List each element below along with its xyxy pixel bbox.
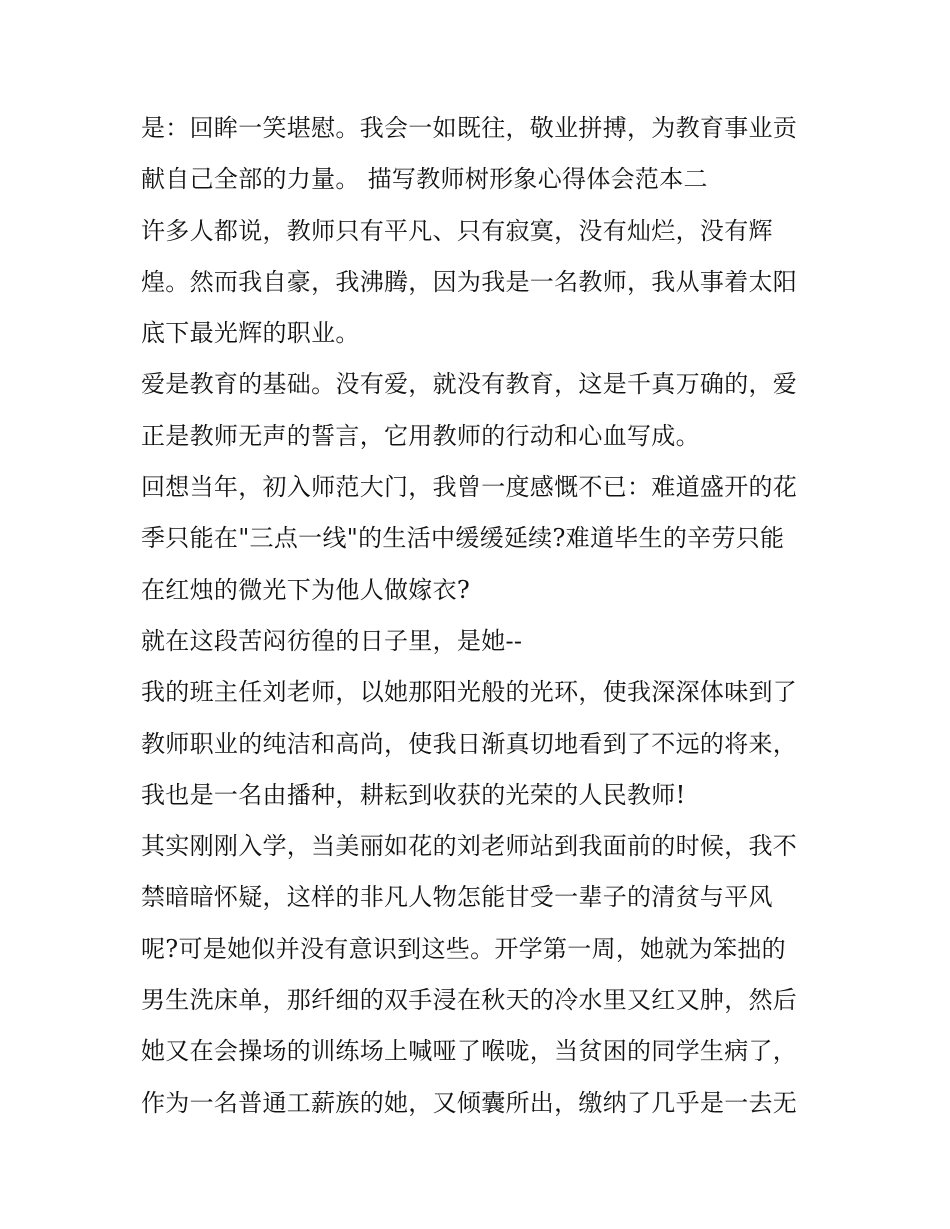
- text-line: 我也是一名由播种，耕耘到收获的光荣的人民教师!: [141, 780, 686, 809]
- text-line: 禁暗暗怀疑，这样的非凡人物怎能甘受一辈子的清贫与平风: [141, 883, 773, 912]
- body-text: [141, 103, 821, 1129]
- text-line: 爱是教育的基础。没有爱，就没有教育，这是千真万确的，爱: [141, 370, 798, 399]
- text-line: 呢?可是她似并没有意识到这些。开学第一周，她就为笨拙的: [141, 934, 786, 963]
- text-line: 男生洗床单，那纤细的双手浸在秋天的冷水里又红又肿，然后: [141, 986, 798, 1015]
- text-line: 献自己全部的力量。 描写教师树形象心得体会范本二: [141, 165, 708, 194]
- text-line: 就在这段苦闷彷徨的日子里，是她--: [141, 626, 523, 655]
- text-line: 煌。然而我自豪，我沸腾，因为我是一名教师，我从事着太阳: [141, 267, 798, 296]
- text-line: 在红烛的微光下为他人做嫁衣?: [141, 575, 471, 604]
- text-line: 许多人都说，教师只有平凡、只有寂寞，没有灿烂，没有辉: [141, 216, 773, 245]
- text-line: 回想当年，初入师范大门，我曾一度感慨不已：难道盛开的花: [141, 473, 798, 502]
- text-line: 季只能在"三点一线"的生活中缓缓延续?难道毕生的辛劳只能: [141, 524, 785, 553]
- text-line: 其实刚刚入学，当美丽如花的刘老师站到我面前的时候，我不: [141, 832, 798, 861]
- text-line: 我的班主任刘老师，以她那阳光般的光环，使我深深体味到了: [141, 678, 798, 707]
- text-line: 底下最光辉的职业。: [141, 319, 360, 348]
- text-line: 教师职业的纯洁和高尚，使我日渐真切地看到了不远的将来，: [141, 729, 798, 758]
- text-line: 她又在会操场的训练场上喊哑了喉咙，当贫困的同学生病了，: [141, 1037, 798, 1066]
- text-line: 作为一名普通工薪族的她，又倾囊所出，缴纳了几乎是一去无: [141, 1088, 798, 1117]
- text-line: 是：回眸一笑堪慰。我会一如既往，敬业拼搏，为教育事业贡: [141, 114, 798, 142]
- text-line: 正是教师无声的誓言，它用教师的行动和心血写成。: [141, 421, 700, 450]
